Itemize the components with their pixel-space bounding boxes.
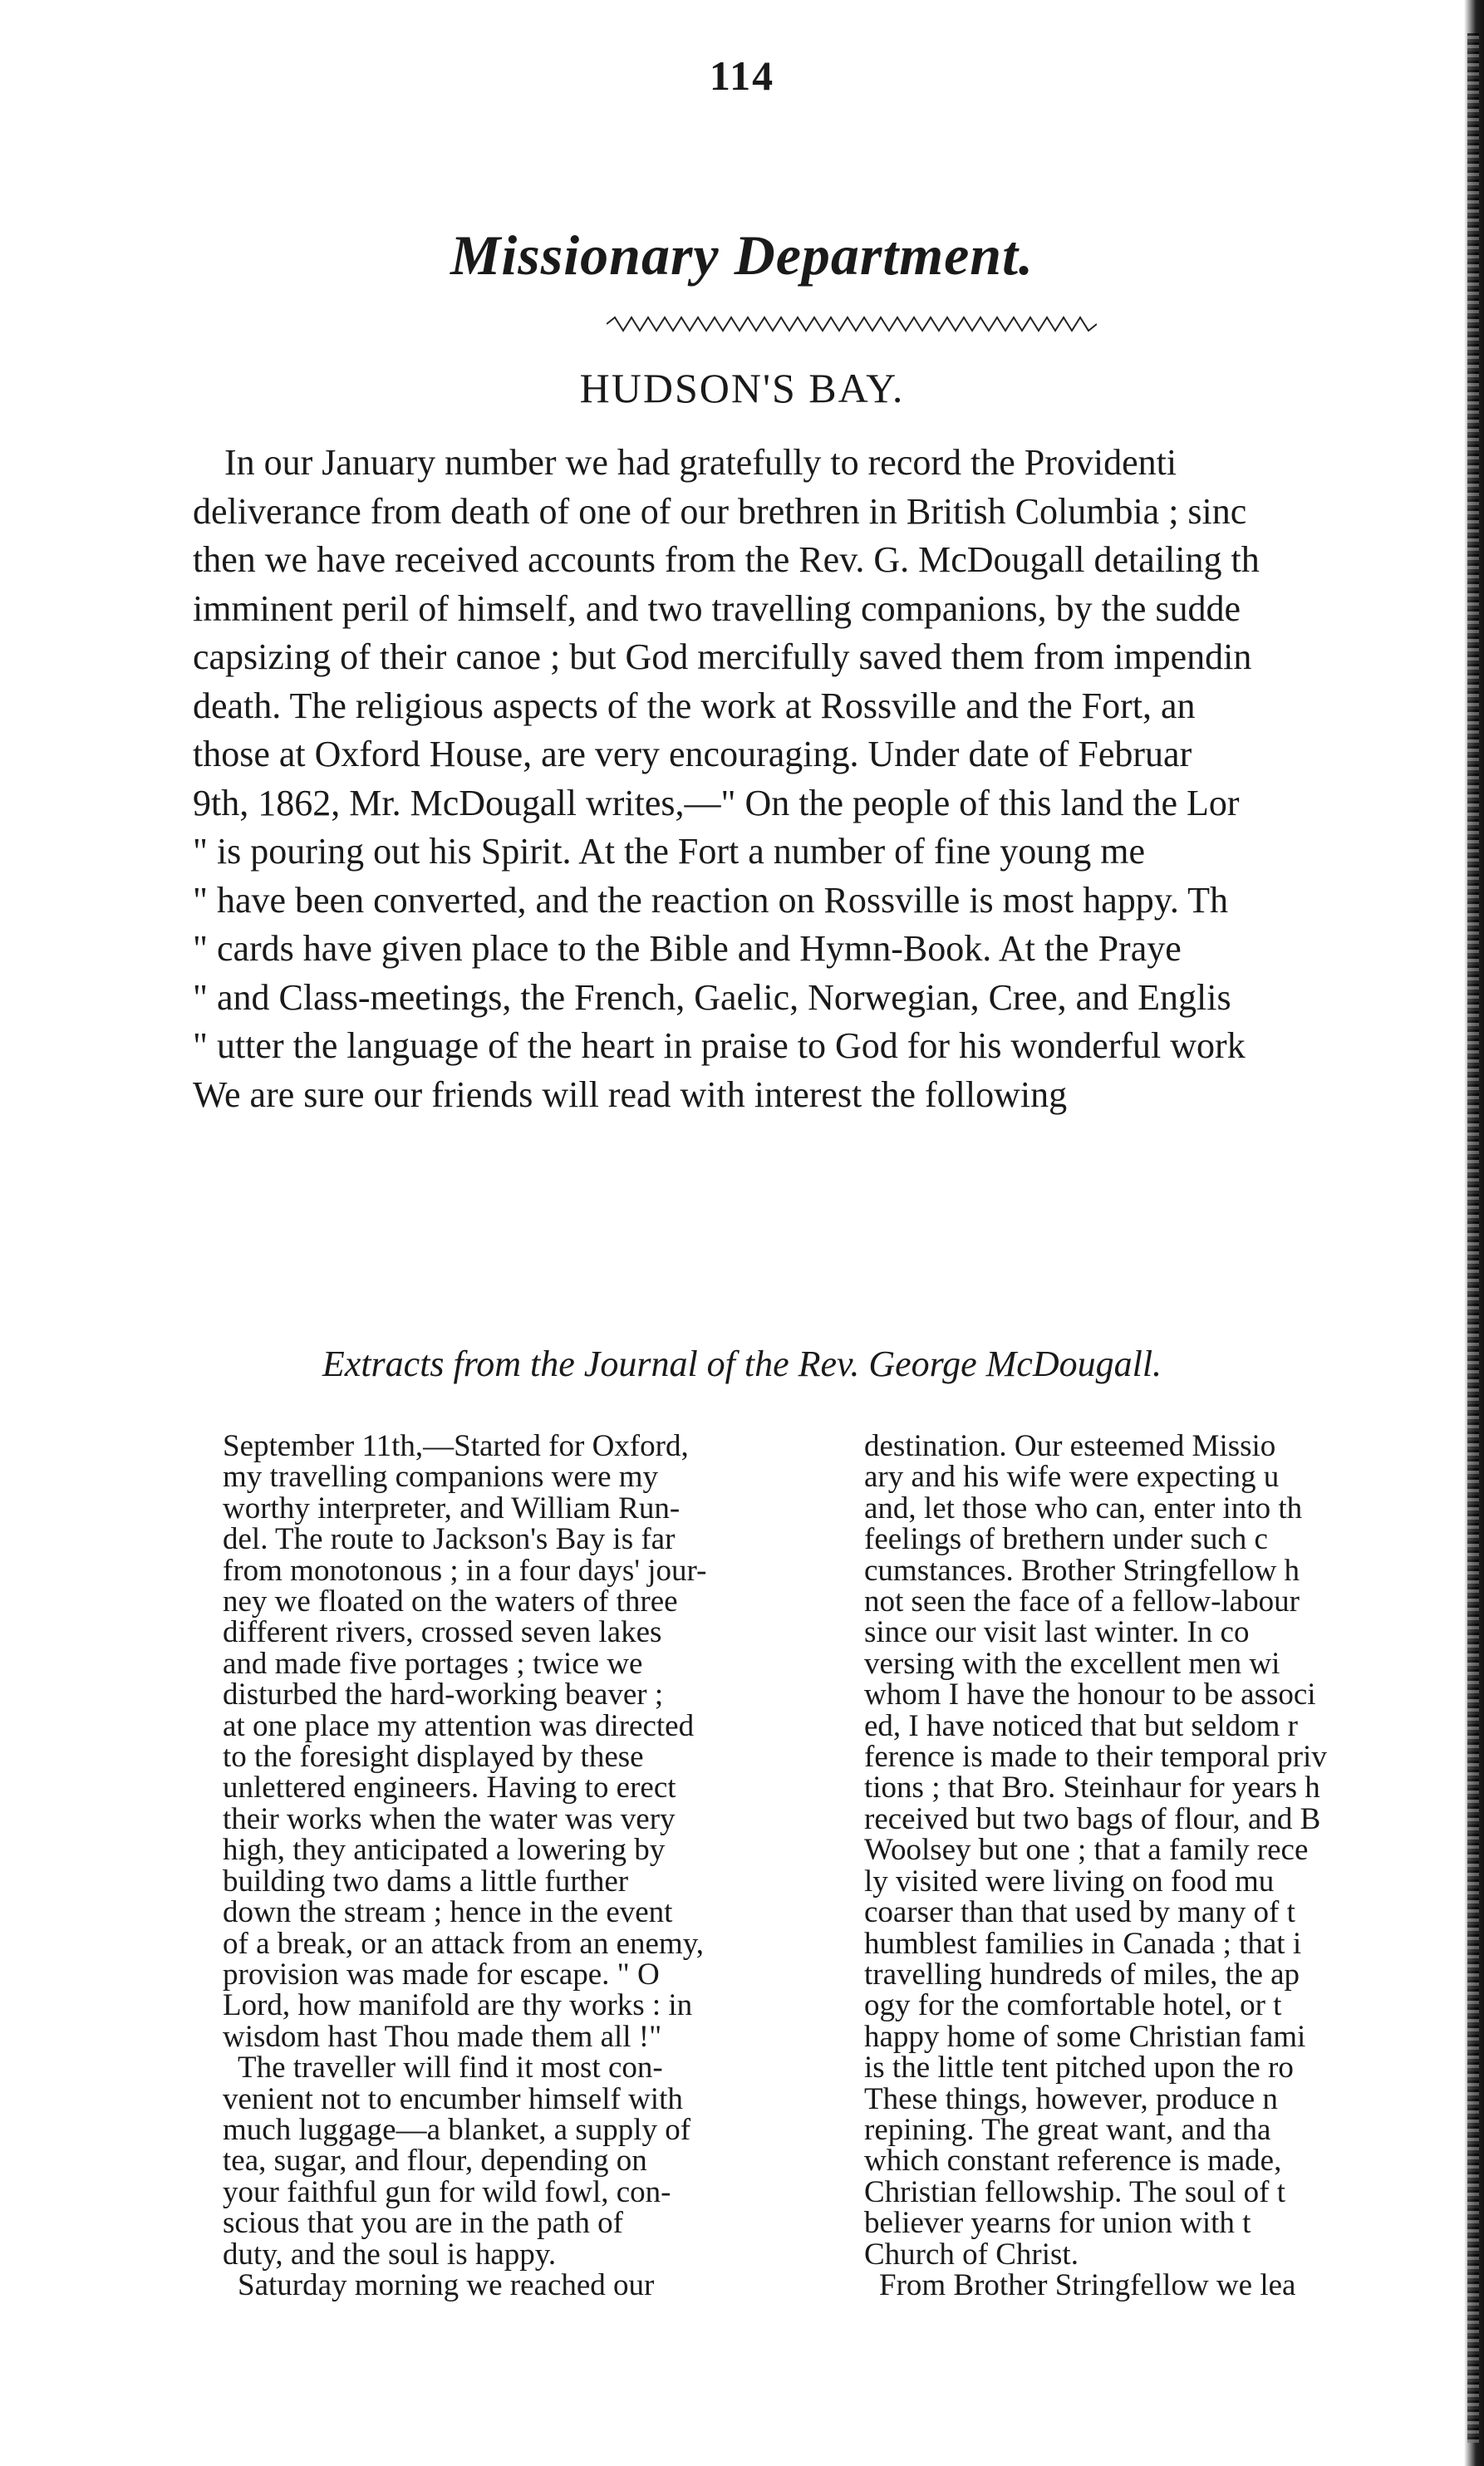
column-line: Church of Christ.	[864, 2237, 1079, 2272]
column-line: From Brother Stringfellow we lea	[879, 2267, 1296, 2302]
intro-line: " have been converted, and the reaction on Rossville is most happy. Th	[193, 879, 1228, 921]
column-line: September 11th,—Started for Oxford,	[223, 1429, 689, 1463]
column-line: duty, and the soul is happy.	[223, 2237, 557, 2272]
column-line: is the little tent pitched upon the ro	[864, 2051, 1294, 2085]
column-line: coarser than that used by many of t	[864, 1895, 1295, 1930]
column-line: Lord, how manifold are thy works : in	[223, 1988, 693, 2023]
column-line: and made five portages ; twice we	[223, 1646, 643, 1681]
column-line: worthy interpreter, and William Run-	[223, 1491, 681, 1525]
left-column	[223, 1431, 838, 2301]
column-line: Christian fellowship. The soul of t	[864, 2174, 1285, 2209]
column-line: to the foresight displayed by these	[223, 1740, 644, 1775]
intro-line: 9th, 1862, Mr. McDougall writes,—" On the people of this land the Lor	[193, 782, 1240, 823]
intro-line: death. The religious aspects of the work at Rossville and the Fort, an	[193, 685, 1196, 726]
intro-line: capsizing of their canoe ; but God mercifully saved them from impendin	[193, 636, 1252, 677]
column-line: ly visited were living on food mu	[864, 1864, 1275, 1899]
column-line: your faithful gun for wild fowl, con-	[223, 2174, 671, 2209]
column-line: unlettered engineers. Having to erect	[223, 1771, 676, 1805]
intro-line: " and Class-meetings, the French, Gaelic, Norwegian, Cree, and Englis	[193, 976, 1231, 1018]
column-line: del. The route to Jackson's Bay is far	[223, 1522, 676, 1557]
column-line: my travelling companions were my	[223, 1460, 659, 1495]
intro-line: " cards have given place to the Bible and Hymn-Book. At the Praye	[193, 928, 1182, 969]
column-line: scious that you are in the path of	[223, 2206, 623, 2241]
department-title: Missionary Department.	[450, 224, 1034, 287]
column-line: ney we floated on the waters of three	[223, 1584, 678, 1619]
column-line: provision was made for escape. " O	[223, 1957, 660, 1992]
column-line: building two dams a little further	[223, 1864, 629, 1899]
page-edge-texture	[1467, 33, 1479, 2443]
column-line: happy home of some Christian fami	[864, 2019, 1306, 2054]
intro-line: deliverance from death of one of our brethren in British Columbia ; sinc	[193, 490, 1247, 532]
column-line: These things, however, produce n	[864, 2081, 1278, 2116]
column-line: ed, I have noticed that but seldom r	[864, 1708, 1298, 1743]
right-column	[864, 1431, 1484, 2301]
column-line: and, let those who can, enter into th	[864, 1491, 1303, 1525]
intro-line: imminent peril of himself, and two travelling companions, by the sudde	[193, 587, 1241, 629]
column-line: from monotonous ; in a four days' jour-	[223, 1553, 707, 1588]
column-line: down the stream ; hence in the event	[223, 1895, 673, 1930]
column-line: whom I have the honour to be associ	[864, 1678, 1316, 1712]
column-line: received but two bags of flour, and B	[864, 1801, 1321, 1836]
column-line: since our visit last winter. In co	[864, 1615, 1250, 1650]
column-line: feelings of brethern under such c	[864, 1522, 1268, 1557]
column-line: high, they anticipated a lowering by	[223, 1833, 666, 1868]
column-line: much luggage—a blanket, a supply of	[223, 2112, 691, 2147]
ornament-rule	[607, 314, 1097, 334]
page-number: 114	[709, 52, 775, 99]
column-line: humblest families in Canada ; that i	[864, 1926, 1302, 1961]
column-line: ary and his wife were expecting u	[864, 1460, 1280, 1495]
column-line: their works when the water was very	[223, 1801, 676, 1836]
intro-line: then we have received accounts from the Rev. G. McDougall detailing th	[193, 539, 1260, 580]
intro-line: We are sure our friends will read with interest the following	[193, 1073, 1068, 1115]
extract-title: Extracts from the Journal of the Rev. George McDougall.	[322, 1344, 1162, 1384]
column-line: of a break, or an attack from an enemy,	[223, 1926, 705, 1961]
column-line: tea, sugar, and flour, depending on	[223, 2144, 647, 2179]
column-line: repining. The great want, and tha	[864, 2112, 1271, 2147]
column-line: which constant reference is made,	[864, 2144, 1282, 2179]
column-line: at one place my attention was directed	[223, 1708, 695, 1743]
column-line: Saturday morning we reached our	[238, 2267, 655, 2302]
column-line: cumstances. Brother Stringfellow h	[864, 1553, 1300, 1588]
column-line: tions ; that Bro. Steinhaur for years h	[864, 1771, 1320, 1805]
section-heading: HUDSON'S BAY.	[579, 365, 905, 411]
intro-line: In our January number we had gratefully to record the Providenti	[224, 442, 1177, 483]
column-line: not seen the face of a fellow-labour	[864, 1584, 1300, 1619]
column-line: disturbed the hard-working beaver ;	[223, 1678, 664, 1712]
column-line: different rivers, crossed seven lakes	[223, 1615, 662, 1650]
column-line: believer yearns for union with t	[864, 2206, 1251, 2241]
intro-line: those at Oxford House, are very encouraging. Under date of Februar	[193, 734, 1192, 774]
column-line: ogy for the comfortable hotel, or t	[864, 1988, 1282, 2023]
column-line: wisdom hast Thou made them all !"	[223, 2019, 662, 2054]
column-line: Woolsey but one ; that a family rece	[864, 1833, 1309, 1868]
intro-line: " utter the language of the heart in praise to God for his wonderful work	[193, 1025, 1246, 1066]
column-line: ference is made to their temporal priv	[864, 1740, 1327, 1775]
column-line: destination. Our esteemed Missio	[864, 1429, 1276, 1463]
column-line: venient not to encumber himself with	[223, 2081, 683, 2116]
column-line: versing with the excellent men wi	[864, 1646, 1280, 1681]
column-line: travelling hundreds of miles, the ap	[864, 1957, 1300, 1992]
intro-paragraph	[193, 439, 1481, 1119]
column-line: The traveller will find it most con-	[238, 2051, 663, 2085]
intro-line: " is pouring out his Spirit. At the Fort a number of fine young me	[193, 831, 1145, 872]
